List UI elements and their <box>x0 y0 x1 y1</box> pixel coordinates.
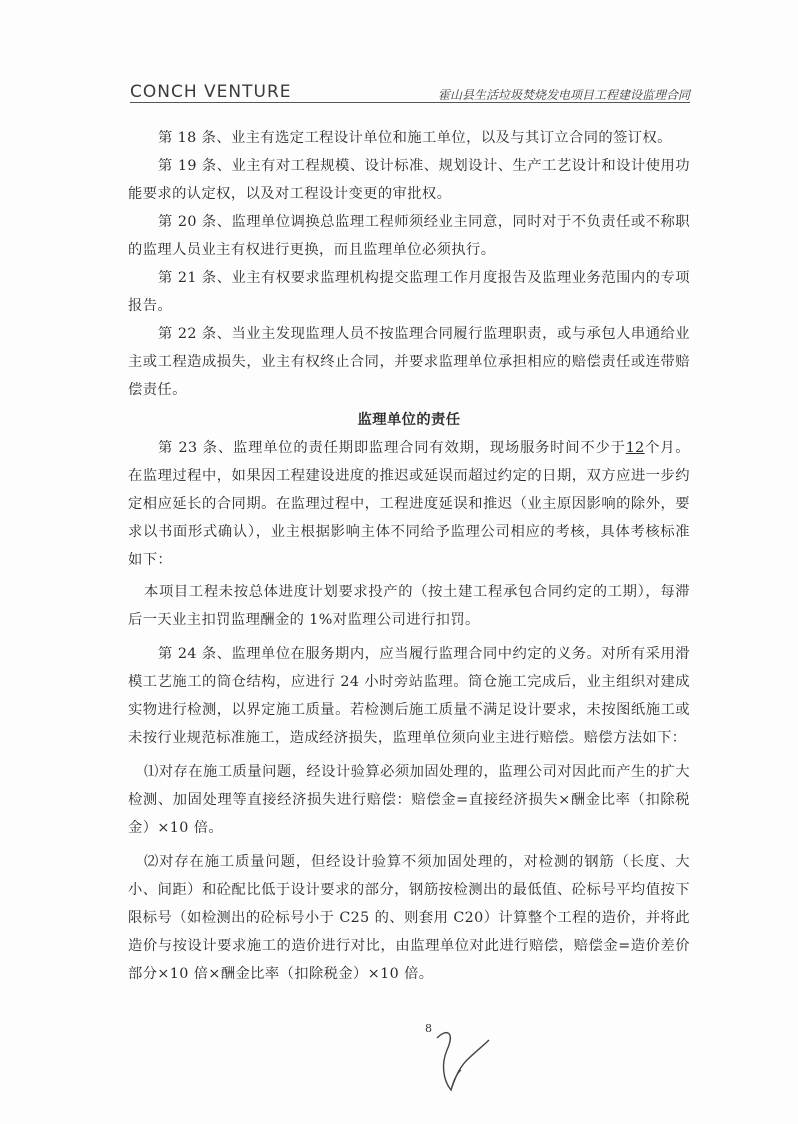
page-number: 8 <box>425 1022 432 1035</box>
header-divider <box>130 102 690 103</box>
article-20: 第 20 条、监理单位调换总监理工程师须经业主同意，同时对于不负责任或不称职的监理人员业主有权进行更换，而且监理单位必须执行。 <box>128 214 690 258</box>
article-19: 第 19 条、业主有对工程规模、设计标准、规划设计、生产工艺设计和设计使用功能要求的认定权，以及对工程设计变更的审批权。 <box>128 158 690 202</box>
handwritten-signature <box>425 1020 495 1095</box>
assessment-standard: 本项目工程未按总体进度计划要求投产的（按土建工程承包合同约定的工期），每滞后一天业主扣罚监理酬金的 1%对监理公司进行扣罚。 <box>128 584 690 628</box>
article-21: 第 21 条、业主有权要求监理机构提交监理工作月度报告及监理业务范围内的专项报告。 <box>128 270 690 314</box>
section-heading: 监理单位的责任 <box>357 412 461 428</box>
page-header <box>130 82 690 104</box>
article-23-text-a: 第 23 条、监理单位的责任期即监理合同有效期，现场服务时间不少于 <box>158 440 626 456</box>
compensation-item-1: ⑴对存在施工质量问题，经设计验算必须加固处理的，监理公司对因此而产生的扩大检测、加固处理等直接经济损失进行赔偿：赔偿金=直接经济损失×酬金比率（扣除税金）×10 倍。 <box>128 764 690 836</box>
document-body <box>128 124 690 988</box>
article-23 <box>128 434 690 574</box>
company-logo: CONCH VENTURE <box>130 82 292 102</box>
compensation-item-2: ⑵对存在施工质量问题，但经设计验算不须加固处理的，对检测的钢筋（长度、大小、间距）和砼配比低于设计要求的部分，钢筋按检测出的最低值、砼标号平均值按下限标号（如检测出的砼标号小于 C25 的、则套用 C20）计算整个工程的造价，并将此造价与按设计要求施工的造价进行对比，由监理单位对此进行赔偿，赔偿金=造价差价部分×10 倍×酬金比率（扣除税金）×10 倍。 <box>128 854 690 982</box>
article-23-text-b: 个月。在监理过程中，如果因工程建设进度的推迟或延误而超过约定的日期，双方应进一步约定相应延长的合同期。在监理过程中，工程进度延误和推迟（业主原因影响的除外，要求以书面形式确认），业主根据影响主体不同给予监理公司相应的考核，具体考核标准如下： <box>128 440 690 568</box>
article-18: 第 18 条、业主有选定工程设计单位和施工单位，以及与其订立合同的签订权。 <box>158 130 672 146</box>
contract-title: 霍山县生活垃圾焚烧发电项目工程建设监理合同 <box>437 88 690 102</box>
service-months: 12 <box>625 440 645 456</box>
article-24: 第 24 条、监理单位在服务期内，应当履行监理合同中约定的义务。对所有采用滑模工艺施工的筒仓结构，应进行 24 小时旁站监理。筒仓施工完成后，业主组织对建成实物进行检测，以界定施工质量。若检测后施工质量不满足设计要求，未按图纸施工或未按行业规范标准施工，造成经济损失，监理单位须向业主进行赔偿。赔偿方法如下： <box>128 646 690 746</box>
article-22: 第 22 条、当业主发现监理人员不按监理合同履行监理职责，或与承包人串通给业主或工程造成损失，业主有权终止合同，并要求监理单位承担相应的赔偿责任或连带赔偿责任。 <box>128 326 690 398</box>
